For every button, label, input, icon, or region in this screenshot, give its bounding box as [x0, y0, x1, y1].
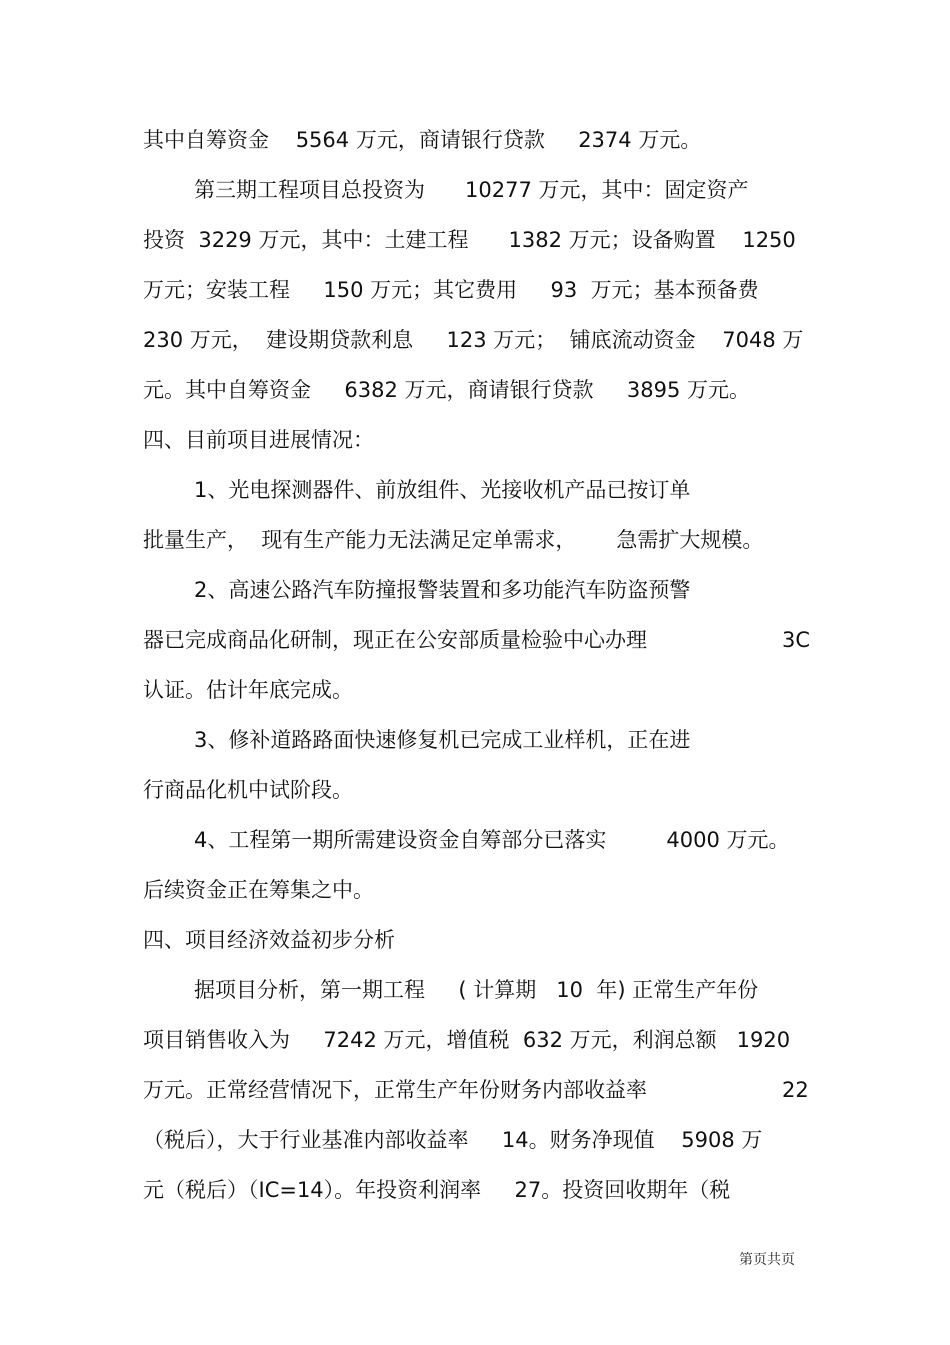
section-heading: 四、目前项目进展情况： — [143, 428, 374, 452]
text-line: 第三期工程项目总投资为 10277 万元，其中：固定资产 — [194, 178, 749, 202]
text-line: 批量生产， 现有生产能力无法满足定单需求， 急需扩大规模。 — [143, 528, 764, 552]
text-line: 元。其中自筹资金 6382 万元，商请银行贷款 3895 万元。 — [143, 378, 750, 402]
page-footer: 第页共页 — [739, 1252, 795, 1268]
text-line: 项目销售收入为 7242 万元，增值税 632 万元，利润总额 1920 — [143, 1028, 791, 1052]
text-line: （税后），大于行业基准内部收益率 14。财务净现值 5908 万 — [143, 1128, 763, 1152]
text-line: 投资 3229 万元，其中：土建工程 1382 万元；设备购置 1250 — [143, 228, 796, 252]
text-line: 元（税后）（IC=14）。年投资利润率 27。投资回收期年（税 — [143, 1178, 731, 1202]
section-heading: 四、项目经济效益初步分析 — [143, 928, 395, 952]
text-line-tail: 22 — [782, 1078, 809, 1102]
text-line: 万元。正常经营情况下，正常生产年份财务内部收益率 — [143, 1078, 647, 1102]
text-line: 4、工程第一期所需建设资金自筹部分已落实 4000 万元。 — [194, 828, 790, 852]
text-line: 其中自筹资金 5564 万元，商请银行贷款 2374 万元。 — [143, 128, 702, 152]
text-line: 据项目分析，第一期工程 ( 计算期 10 年) 正常生产年份 — [194, 978, 759, 1002]
text-line: 2、高速公路汽车防撞报警装置和多功能汽车防盗预警 — [194, 578, 691, 602]
text-line-tail: 3C — [782, 628, 811, 652]
text-line: 器已完成商品化研制，现正在公安部质量检验中心办理 — [143, 628, 647, 652]
text-line: 1、光电探测器件、前放组件、光接收机产品已按订单 — [194, 478, 691, 502]
text-line: 后续资金正在筹集之中。 — [143, 878, 374, 902]
text-line: 万元；安装工程 150 万元；其它费用 93 万元；基本预备费 — [143, 278, 759, 302]
text-line: 230 万元， 建设期贷款利息 123 万元； 铺底流动资金 7048 万 — [143, 328, 804, 352]
text-line: 3、修补道路路面快速修复机已完成工业样机，正在进 — [194, 728, 691, 752]
text-line: 行商品化机中试阶段。 — [143, 778, 353, 802]
text-line: 认证。估计年底完成。 — [143, 678, 353, 702]
